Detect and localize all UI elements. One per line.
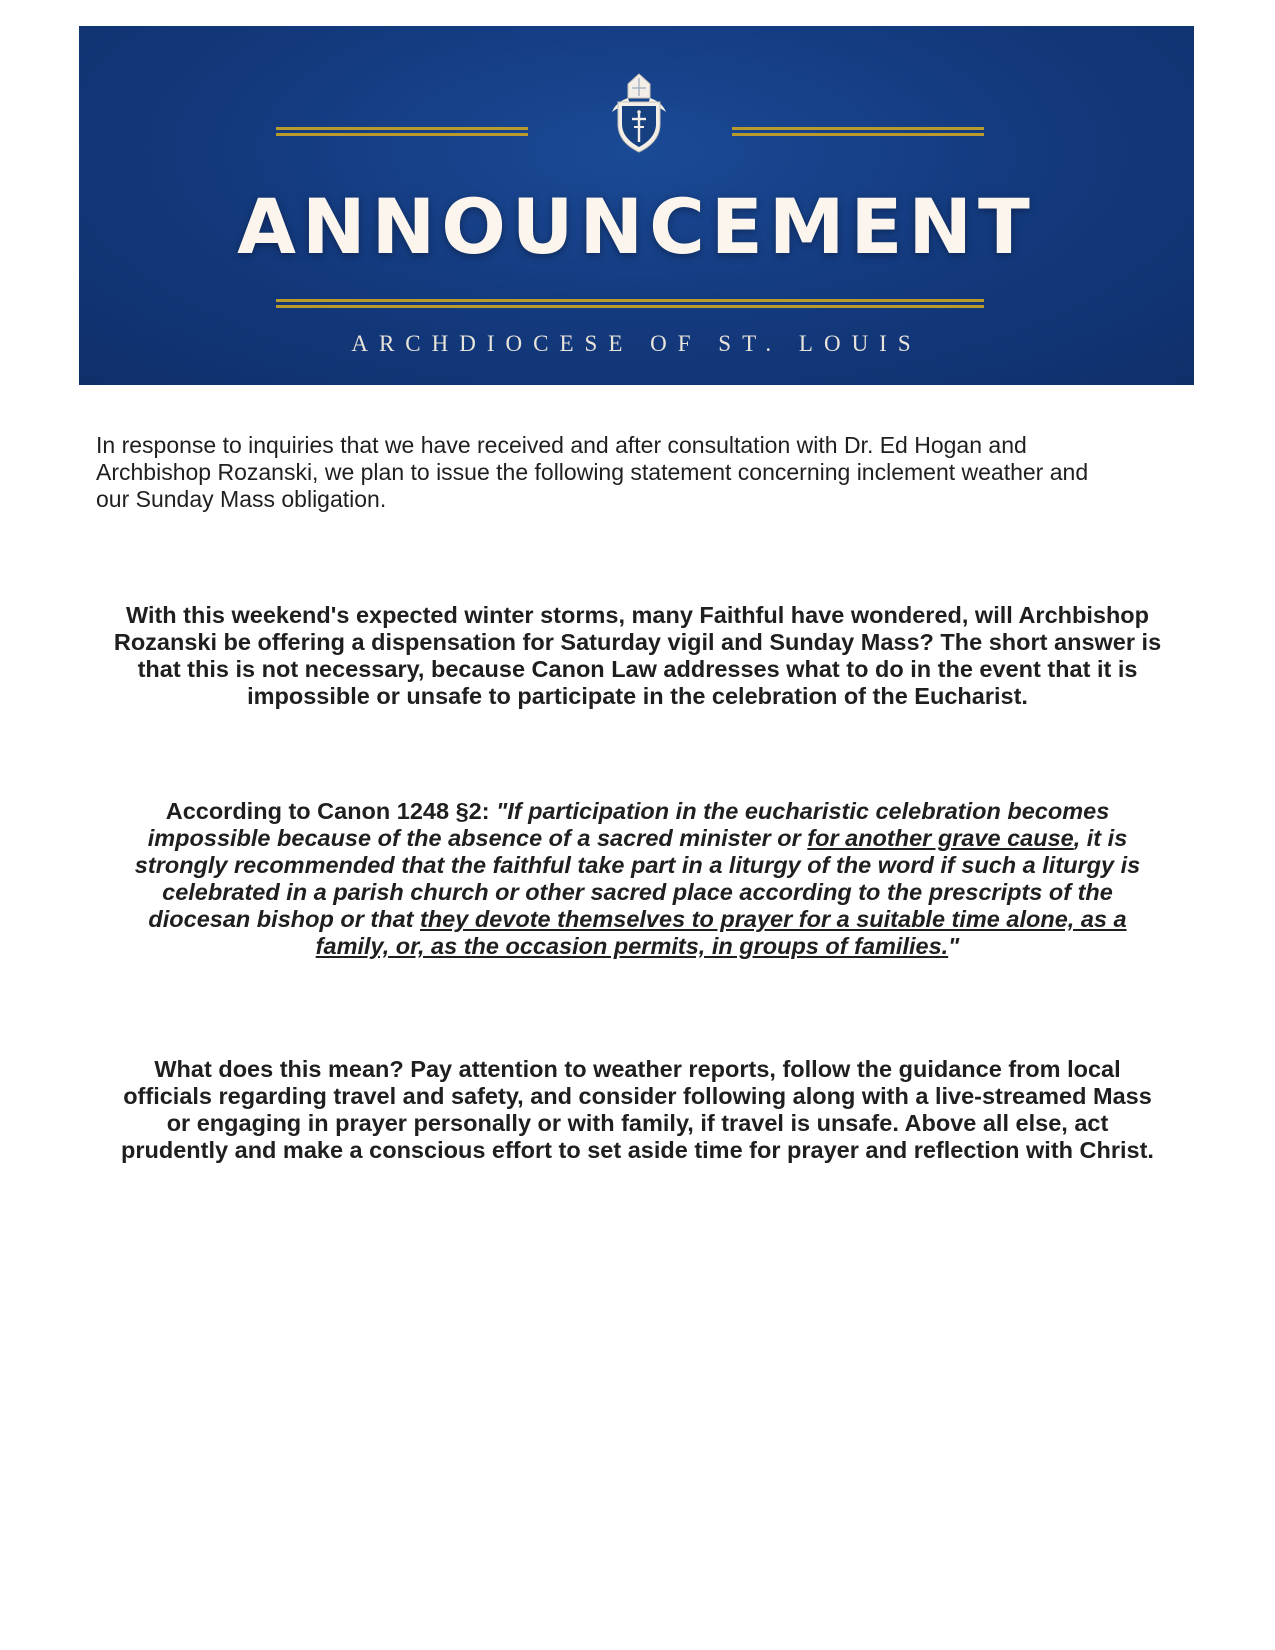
canon-paragraph [110, 798, 1165, 960]
canon-lead: According to Canon 1248 §2: [165, 798, 497, 824]
banner-title: ANNOUNCEMENT [237, 182, 1036, 271]
announcement-banner [79, 26, 1194, 385]
canon-quote-mid: , it is strongly recommended that the faithful take part in a liturgy of the word if such a liturgy is celebrated in a parish church or other sacred place according to the prescripts of the diocesan bishop or that [134, 825, 1141, 932]
gold-rule-top-left [276, 127, 528, 137]
guidance-paragraph: What does this mean? Pay attention to weather reports, follow the guidance from local officials regarding travel and safety, and consider following along with a live-streamed Mass or engaging in prayer personally or with family, if travel is unsafe. Above all else, act prudently and make a conscious effort to set aside time for prayer and reflection with Christ. [121, 1056, 1154, 1163]
canon-underline-prayer: they devote themselves to prayer for a suitable time alone, as a family, or, as the occasion permits, in groups of families. [315, 906, 1127, 959]
canon-quote-open: "If participation in the eucharistic celebration becomes impossible because of the absence of a sacred minister or [147, 798, 1110, 851]
gold-rule-bottom [276, 299, 984, 309]
dispensation-paragraph: With this weekend's expected winter storms, many Faithful have wondered, will Archbishop Rozanski be offering a dispensation for Saturday vigil and Sunday Mass? The short answer is that this is not necessary, because Canon Law addresses what to do in the event that it is impossible or unsafe to participate in the celebration of the Eucharist. [113, 602, 1162, 709]
gold-rule-top-right [732, 127, 984, 137]
canon-underline-grave-cause: for another grave cause [807, 825, 1074, 851]
archdiocese-crest-icon [606, 72, 672, 154]
banner-subtitle: ARCHDIOCESE OF ST. LOUIS [351, 331, 922, 356]
canon-quote-close: " [948, 933, 960, 959]
intro-paragraph: In response to inquiries that we have received and after consultation with Dr. Ed Hogan and Archbishop Rozanski, we plan to issue the following statement concerning inclement weather and our Sunday Mass obligation. [96, 432, 1089, 512]
